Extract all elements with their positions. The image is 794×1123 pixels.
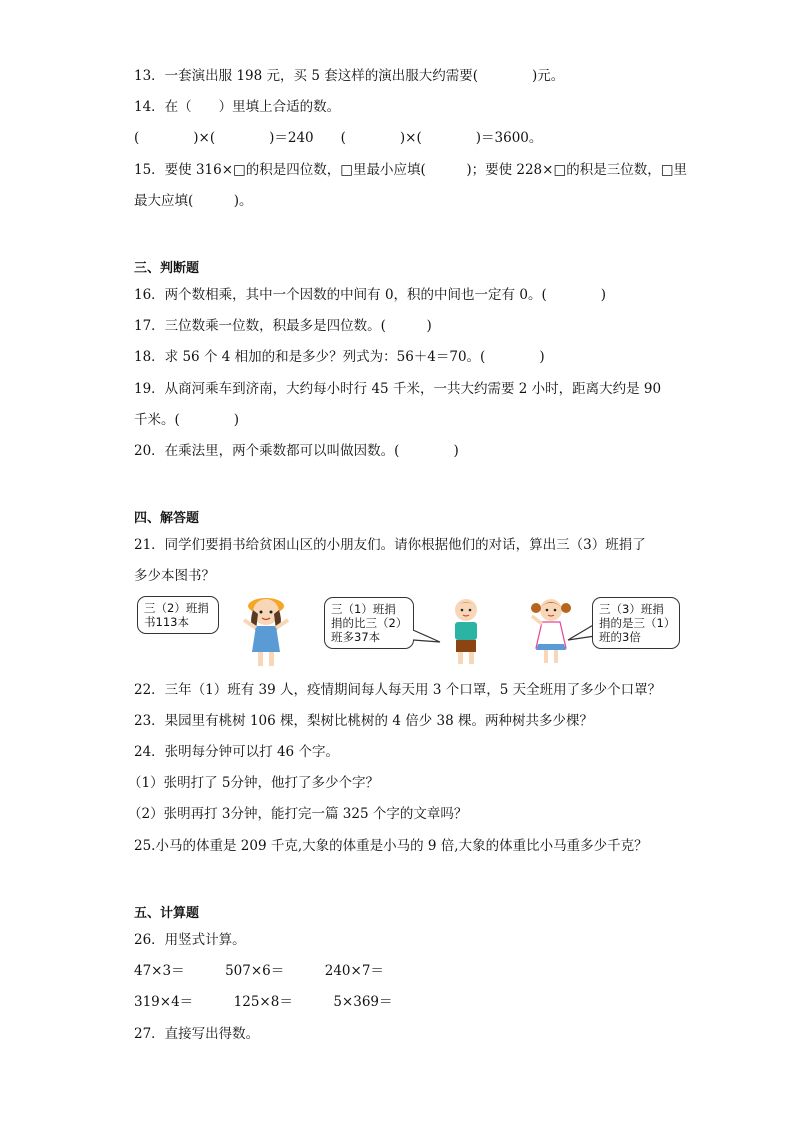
bubble-text-line: 捐的是三（1） [599, 616, 676, 630]
q24-part2: （2）张明再打 3分钟，能打完一篇 325 个字的文章吗？ [128, 806, 468, 822]
calc-row-1: 47×3＝ 507×6＝ 240×7＝ [134, 963, 384, 979]
speech-bubble-class1 [324, 597, 414, 649]
bubble-text-line: 捐的比三（2） [331, 616, 408, 630]
q23: 23．果园里有桃树 106 棵，梨树比桃树的 4 倍少 38 棵。两种树共多少棵？ [134, 713, 593, 729]
q21-line1: 21．同学们要捐书给贫困山区的小朋友们。请你根据他们的对话，算出三（3）班捐了 [134, 537, 646, 553]
speech-bubble-tail [412, 628, 442, 648]
q15-line2: 最大应填( )。 [134, 193, 253, 209]
bubble-text-line: 书113本 [144, 615, 189, 629]
q13: 13．一套演出服 198 元，买 5 套这样的演出服大约需要( )元。 [134, 68, 565, 84]
bubble-text-line: 班的3倍 [599, 630, 641, 644]
section-3-heading: 三、判断题 [134, 261, 200, 276]
q24-part1: （1）张明打了 5分钟，他打了多少个字？ [128, 775, 379, 791]
bubble-text-line: 三（3）班捐 [599, 602, 664, 616]
q19-line1: 19．从商河乘车到济南，大约每小时行 45 千米，一共大约需要 2 小时，距离大约是 90 [134, 381, 662, 397]
q21-line2: 多少本图书？ [134, 568, 215, 584]
q18: 18．求 56 个 4 相加的和是多少？列式为：56＋4＝70。( ) [134, 349, 545, 365]
q25: 25.小马的体重是 209 千克,大象的体重是小马的 9 倍,大象的体重比小马重多少千克？ [134, 838, 648, 854]
q15-line1: 15．要使 316×□的积是四位数，□里最小应填( )；要使 228×□的积是三位数，□里 [134, 162, 687, 178]
bubble-text-line: 班多37本 [331, 630, 381, 644]
bubble-text-line: 三（2）班捐 [144, 601, 209, 615]
boy-illustration [446, 596, 486, 668]
q14-fill-line: ( )×( )＝240 ( )×( )＝3600。 [134, 130, 543, 146]
q17: 17．三位数乘一位数，积最多是四位数。( ) [134, 318, 432, 334]
q26: 26．用竖式计算。 [134, 932, 246, 948]
q14: 14．在（ ）里填上合适的数。 [134, 99, 341, 115]
girl-illustration-1 [236, 590, 296, 670]
bubble-text-line: 三（1）班捐 [331, 602, 396, 616]
speech-bubble-class2 [137, 596, 219, 634]
section-4-heading: 四、解答题 [134, 511, 200, 526]
q27: 27．直接写出得数。 [134, 1026, 260, 1042]
q20: 20．在乘法里，两个乘数都可以叫做因数。( ) [134, 443, 459, 459]
q24: 24．张明每分钟可以打 46 个字。 [134, 744, 339, 760]
section-5-heading: 五、计算题 [134, 906, 200, 921]
q22: 22．三年（1）班有 39 人，疫情期间每人每天用 3 个口罩，5 天全班用了多少个口罩？ [134, 682, 662, 698]
q19-line2: 千米。( ) [134, 412, 240, 428]
q16: 16．两个数相乘，其中一个因数的中间有 0，积的中间也一定有 0。( ) [134, 287, 606, 303]
calc-row-2: 319×4＝ 125×8＝ 5×369＝ [134, 994, 393, 1010]
speech-bubble-class3 [592, 597, 680, 649]
